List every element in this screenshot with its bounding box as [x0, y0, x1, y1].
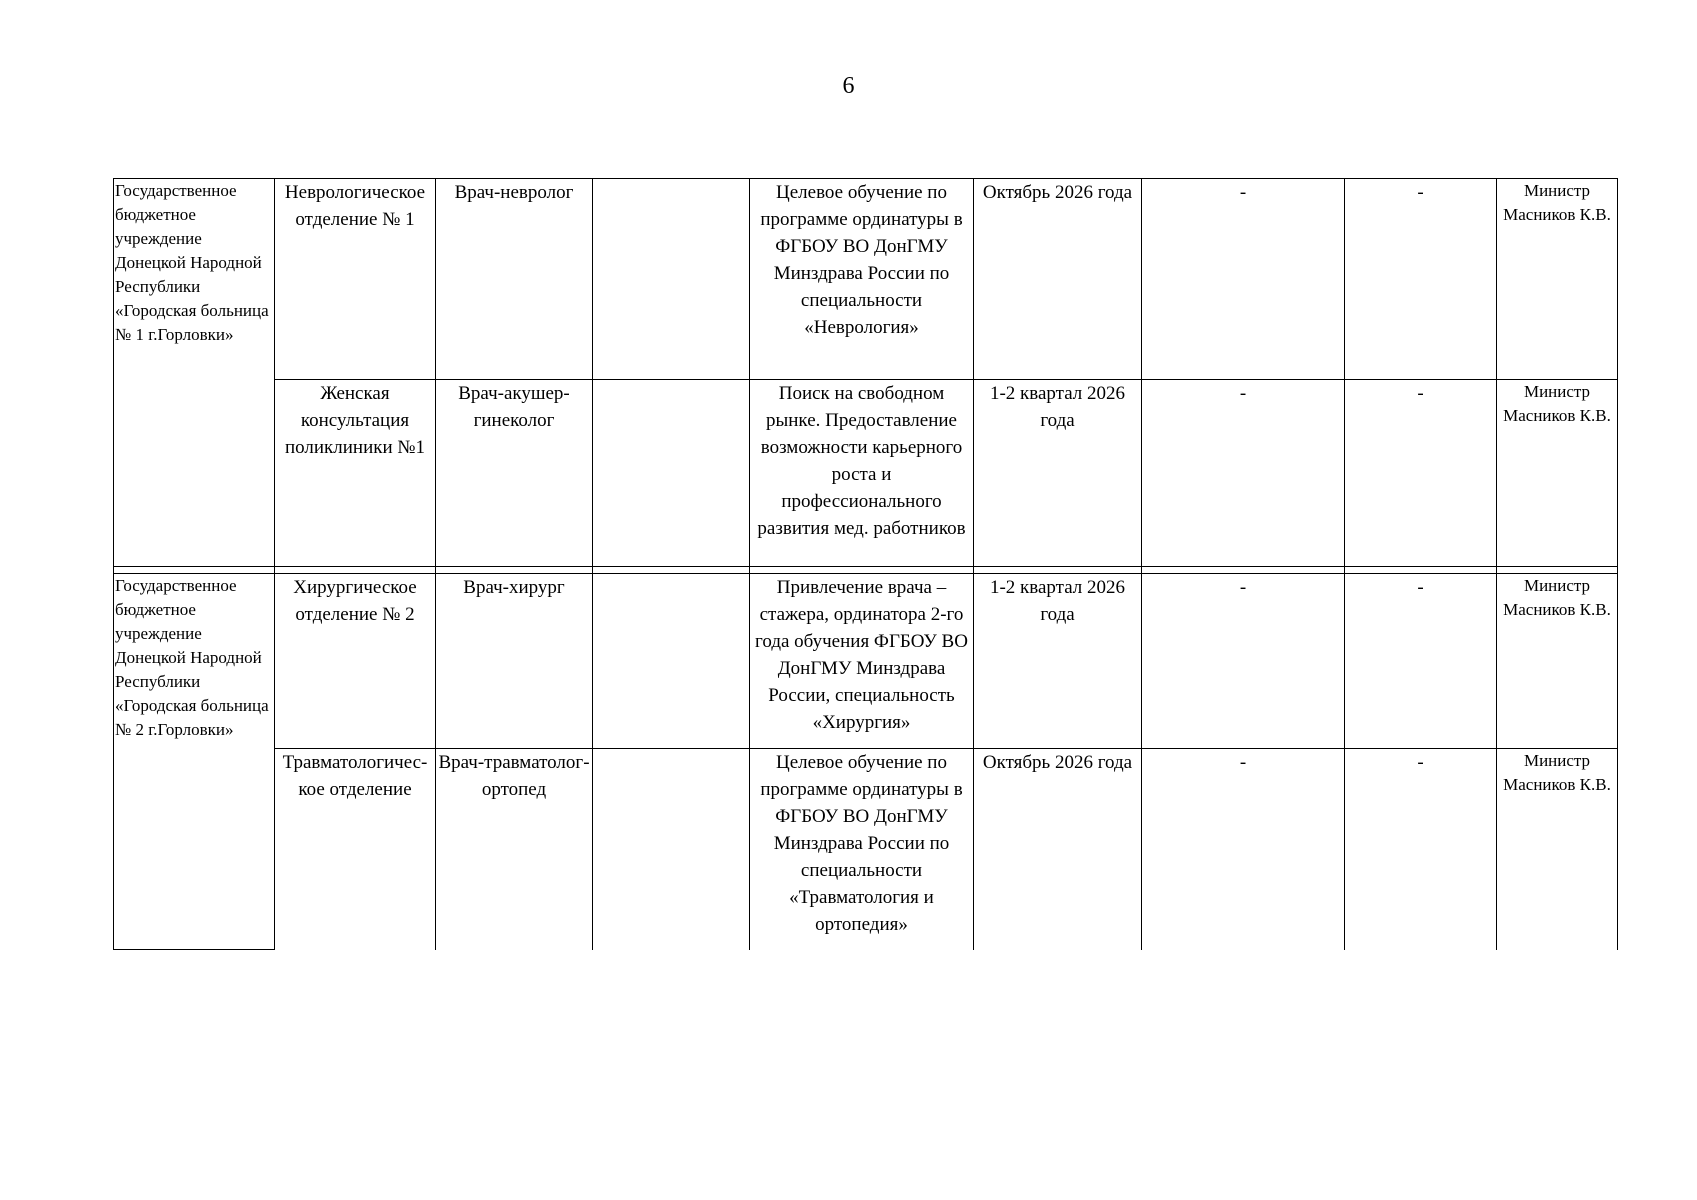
separator-cell — [1142, 567, 1345, 574]
separator-cell — [1345, 567, 1497, 574]
group-separator — [114, 567, 1618, 574]
position-cell: Врач-невролог — [436, 179, 593, 380]
responsible-cell: Министр Масников К.В. — [1497, 380, 1618, 567]
separator-cell — [750, 567, 974, 574]
page-number: 6 — [842, 73, 855, 99]
table-row — [114, 380, 1618, 567]
separator-cell — [275, 567, 436, 574]
dash-cell: - — [1142, 749, 1345, 950]
empty-cell — [593, 574, 750, 749]
responsible-cell: Министр Масников К.В. — [1497, 749, 1618, 950]
separator-cell — [1497, 567, 1618, 574]
empty-cell — [593, 380, 750, 567]
deadline-cell: 1-2 квартал 2026 года — [974, 380, 1142, 567]
dash-cell: - — [1142, 179, 1345, 380]
deadline-cell: Октябрь 2026 года — [974, 749, 1142, 950]
measure-cell: Целевое обучение по программе ординатуры в ФГБОУ ВО ДонГМУ Минздрава России по специальности «Неврология» — [750, 179, 974, 380]
separator-cell — [114, 567, 275, 574]
dash-cell: - — [1345, 179, 1497, 380]
department-cell: Женская консультация поликлиники №1 — [275, 380, 436, 567]
table-row — [114, 749, 1618, 950]
dash-cell: - — [1345, 749, 1497, 950]
table-row — [114, 574, 1618, 749]
responsible-cell: Министр Масников К.В. — [1497, 574, 1618, 749]
measure-cell: Целевое обучение по программе ординатуры в ФГБОУ ВО ДонГМУ Минздрава России по специальности «Травматология и ортопедия» — [750, 749, 974, 950]
staffing-plan-table — [113, 178, 1618, 950]
separator-cell — [593, 567, 750, 574]
measure-cell: Привлечение врача – стажера, ординатора 2-го года обучения ФГБОУ ВО ДонГМУ Минздрава России, специальность «Хирургия» — [750, 574, 974, 749]
position-cell: Врач-хирург — [436, 574, 593, 749]
dash-cell: - — [1345, 574, 1497, 749]
organization-cell: Государственное бюджетное учреждение Донецкой Народной Республики «Городская больница № 1 г.Горловки» — [114, 179, 275, 567]
empty-cell — [593, 179, 750, 380]
department-cell: Хирургическое отделение № 2 — [275, 574, 436, 749]
department-cell: Травматологичес-кое отделение — [275, 749, 436, 950]
department-cell: Неврологическое отделение № 1 — [275, 179, 436, 380]
table-row — [114, 179, 1618, 380]
separator-cell — [436, 567, 593, 574]
dash-cell: - — [1345, 380, 1497, 567]
deadline-cell: Октябрь 2026 года — [974, 179, 1142, 380]
measure-cell: Поиск на свободном рынке. Предоставление возможности карьерного роста и профессионального развития мед. работников — [750, 380, 974, 567]
responsible-cell: Министр Масников К.В. — [1497, 179, 1618, 380]
dash-cell: - — [1142, 380, 1345, 567]
position-cell: Врач-травматолог-ортопед — [436, 749, 593, 950]
separator-cell — [974, 567, 1142, 574]
organization-cell: Государственное бюджетное учреждение Донецкой Народной Республики «Городская больница № 2 г.Горловки» — [114, 574, 275, 950]
position-cell: Врач-акушер-гинеколог — [436, 380, 593, 567]
empty-cell — [593, 749, 750, 950]
dash-cell: - — [1142, 574, 1345, 749]
deadline-cell: 1-2 квартал 2026 года — [974, 574, 1142, 749]
